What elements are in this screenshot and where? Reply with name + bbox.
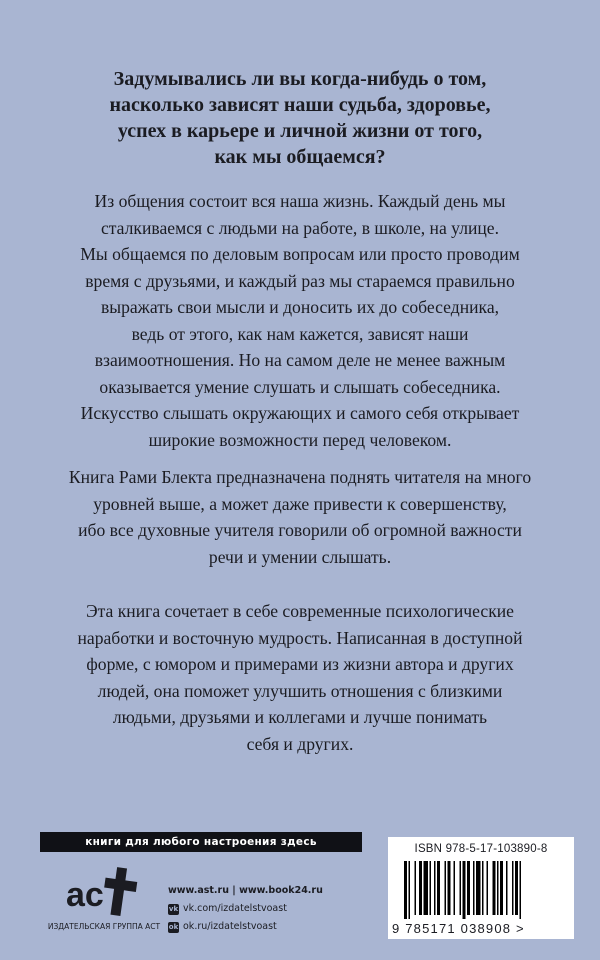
barcode-bar [448,861,451,915]
barcode-bar [493,861,496,915]
description-paragraph-1 [36,188,564,453]
barcode-bar [434,861,436,915]
paragraph-line: время с друзьями, и каждый раз мы стараемся правильно [85,270,515,291]
paragraph-line: речи и умении слышать. [208,546,392,567]
paragraph-line: наработки и восточную мудрость. Написанная в доступной [77,627,523,648]
vk-link[interactable] [168,900,323,918]
paragraph-line: Эта книга сочетает в себе современные психологические [86,601,514,621]
barcode-bar [467,861,470,915]
barcode-bar [476,861,481,915]
barcode-bar [482,861,484,915]
barcode-bar [460,861,462,915]
paragraph-line: людей, она поможет улучшить отношения с близкими [97,680,503,701]
back-cover-headline [40,66,560,170]
svg-text:ac: ac [66,876,104,914]
barcode-bar [512,861,514,915]
barcode-bar [473,861,475,915]
headline-line: насколько зависят наши судьба, здоровье, [109,94,491,116]
ok-link-text: ok.ru/izdatelstvoast [183,921,277,932]
paragraph-line: ведь от этого, как нам кажется, зависят наши [131,323,469,344]
barcode-bar [445,861,447,915]
paragraph-line: выражать свои мысли и доносить их до собеседника, [100,297,500,317]
ok-link[interactable] [168,918,323,936]
description-paragraph-2 [36,464,564,570]
paragraph-line: ибо все духовные учителя говорили об огромной важности [78,520,522,540]
paragraph-line: сталкиваемся с людьми на работе, в школе, на улице. [100,217,500,238]
barcode-bar [463,861,466,919]
paragraph-line: форме, с юмором и примерами из жизни автора и других [86,654,514,674]
paragraph-line: широкие возможности перед человеком. [148,429,452,450]
vk-link-text: vk.com/izdatelstvoast [183,903,287,914]
headline-line: как мы общаемся? [214,146,386,168]
barcode-bar [497,861,499,915]
barcode-panel [388,837,574,939]
paragraph-line: оказывается умение слушать и слышать собеседника. [99,376,501,397]
headline-line: успех в карьере и личной жизни от того, [117,120,483,142]
website-links[interactable]: www.ast.ru | www.book24.ru [168,885,323,896]
barcode-bar [424,861,429,915]
paragraph-line: взаимоотношения. Но на самом деле не менее важным [94,350,506,370]
publisher-links [168,882,323,936]
barcode [400,861,562,919]
barcode-bar [506,861,508,915]
headline-line: Задумывались ли вы когда-нибудь о том, [113,68,487,90]
barcode-bar [520,861,522,919]
paragraph-line: людьми, друзьями и коллегами и лучше понимать [112,707,488,727]
paragraph-line: Мы общаемся по деловым вопросам или просто проводим [80,244,520,264]
barcode-bar [419,861,422,915]
barcode-bar [454,861,456,915]
barcode-bar [500,861,503,915]
paragraph-line: Из общения состоит вся наша жизнь. Каждый день мы [94,191,506,211]
barcode-bar [415,861,417,915]
description-paragraph-3 [36,598,564,757]
barcode-bar [487,861,489,915]
vk-icon: vk [168,904,179,913]
barcode-bar [404,861,407,919]
paragraph-line: себя и других. [246,733,354,754]
barcode-bar [515,861,518,915]
ok-icon: ok [168,922,179,931]
paragraph-line: Искусство слышать окружающих и самого себя открывает [80,403,520,423]
paragraph-line: Книга Рами Блекта предназначена поднять читателя на много [68,467,532,487]
barcode-digits: 9 785171 038908 > [392,921,525,936]
barcode-bar [409,861,411,919]
barcode-bar [430,861,432,915]
publisher-logo [64,862,144,918]
tagline-banner: книги для любого настроения здесь [40,832,362,852]
paragraph-line: уровней выше, а может даже привести к совершенству, [93,493,507,514]
barcode-bar [437,861,440,915]
publisher-caption: ИЗДАТЕЛЬСКАЯ ГРУППА АСТ [47,922,161,931]
isbn-number: ISBN 978-5-17-103890-8 [414,843,548,855]
